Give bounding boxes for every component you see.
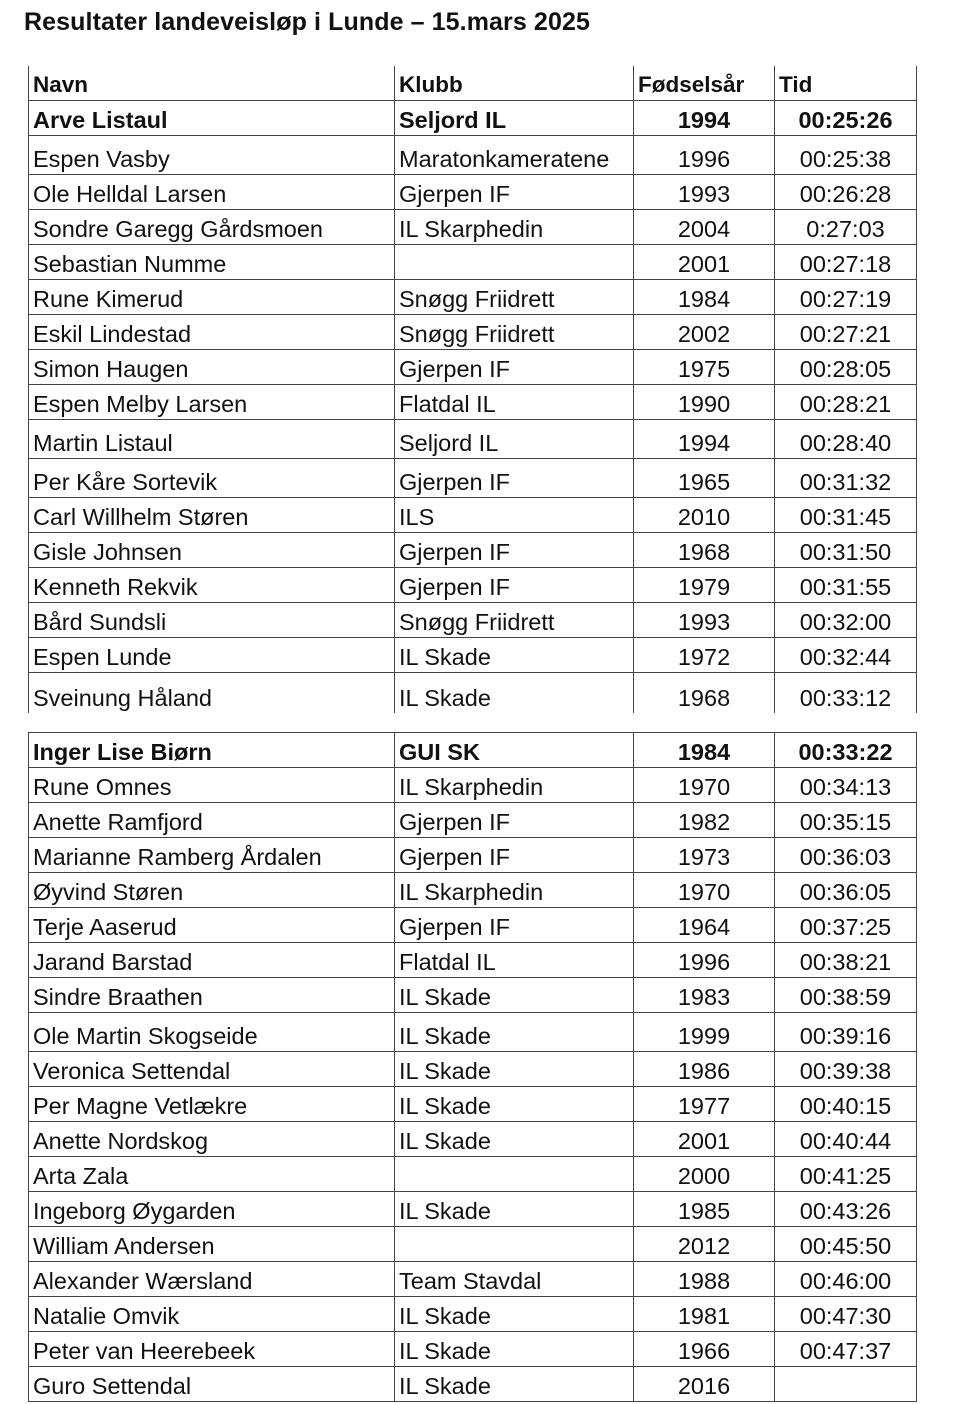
table-row bbox=[29, 568, 917, 603]
cell-year: 1986 bbox=[634, 1052, 775, 1087]
cell-club: Maratonkameratene bbox=[395, 136, 634, 175]
cell-year: 1993 bbox=[634, 603, 775, 638]
table-row bbox=[29, 136, 917, 175]
cell-year: 2002 bbox=[634, 315, 775, 350]
cell-year: 1968 bbox=[634, 673, 775, 714]
table-row bbox=[29, 1013, 917, 1052]
cell-year: 1966 bbox=[634, 1332, 775, 1367]
cell-time: 00:38:21 bbox=[775, 943, 917, 978]
cell-name: Marianne Ramberg Årdalen bbox=[29, 838, 395, 873]
cell-name: Eskil Lindestad bbox=[29, 315, 395, 350]
cell-name: Anette Nordskog bbox=[29, 1122, 395, 1157]
table-row bbox=[29, 638, 917, 673]
page-title: Resultater landeveisløp i Lunde – 15.mars 2025 bbox=[24, 8, 590, 36]
cell-time: 00:43:26 bbox=[775, 1192, 917, 1227]
cell-club: IL Skade bbox=[395, 1052, 634, 1087]
cell-time: 00:46:00 bbox=[775, 1262, 917, 1297]
cell-year: 1996 bbox=[634, 943, 775, 978]
cell-year: 1981 bbox=[634, 1297, 775, 1332]
cell-year: 1964 bbox=[634, 908, 775, 943]
cell-year: 1982 bbox=[634, 803, 775, 838]
results-table-men bbox=[28, 66, 917, 713]
cell-year: 2001 bbox=[634, 245, 775, 280]
cell-name: Espen Lunde bbox=[29, 638, 395, 673]
cell-name: Inger Lise Biørn bbox=[29, 733, 395, 768]
cell-club bbox=[395, 245, 634, 280]
cell-year: 1994 bbox=[634, 420, 775, 459]
cell-name: Peter van Heerebeek bbox=[29, 1332, 395, 1367]
table-row bbox=[29, 733, 917, 768]
cell-year: 2004 bbox=[634, 210, 775, 245]
cell-name: Bård Sundsli bbox=[29, 603, 395, 638]
cell-club: ILS bbox=[395, 498, 634, 533]
cell-year: 1983 bbox=[634, 978, 775, 1013]
cell-name: Espen Vasby bbox=[29, 136, 395, 175]
cell-time: 00:39:16 bbox=[775, 1013, 917, 1052]
cell-time: 00:39:38 bbox=[775, 1052, 917, 1087]
table-row bbox=[29, 459, 917, 498]
table-row bbox=[29, 1192, 917, 1227]
cell-name: Kenneth Rekvik bbox=[29, 568, 395, 603]
table-row bbox=[29, 101, 917, 136]
cell-year: 1977 bbox=[634, 1087, 775, 1122]
cell-time: 00:45:50 bbox=[775, 1227, 917, 1262]
cell-time: 00:40:44 bbox=[775, 1122, 917, 1157]
cell-club: Seljord IL bbox=[395, 420, 634, 459]
cell-club: Gjerpen IF bbox=[395, 568, 634, 603]
cell-club: Snøgg Friidrett bbox=[395, 280, 634, 315]
table-row bbox=[29, 1157, 917, 1192]
cell-name: Jarand Barstad bbox=[29, 943, 395, 978]
cell-name: Alexander Wærsland bbox=[29, 1262, 395, 1297]
cell-year: 1994 bbox=[634, 101, 775, 136]
table-row bbox=[29, 280, 917, 315]
table-row bbox=[29, 838, 917, 873]
cell-club: Flatdal IL bbox=[395, 943, 634, 978]
cell-name: Gisle Johnsen bbox=[29, 533, 395, 568]
cell-club: IL Skade bbox=[395, 1122, 634, 1157]
cell-year: 2001 bbox=[634, 1122, 775, 1157]
cell-name: Arta Zala bbox=[29, 1157, 395, 1192]
cell-name: Carl Willhelm Støren bbox=[29, 498, 395, 533]
cell-name: Rune Omnes bbox=[29, 768, 395, 803]
cell-club: IL Skarphedin bbox=[395, 210, 634, 245]
column-header-club: Klubb bbox=[395, 66, 634, 101]
cell-name: Terje Aaserud bbox=[29, 908, 395, 943]
cell-name: Sebastian Numme bbox=[29, 245, 395, 280]
cell-year: 2010 bbox=[634, 498, 775, 533]
table-row bbox=[29, 420, 917, 459]
table-row bbox=[29, 315, 917, 350]
cell-time: 00:41:25 bbox=[775, 1157, 917, 1192]
cell-time: 00:28:05 bbox=[775, 350, 917, 385]
table-row bbox=[29, 943, 917, 978]
cell-name: Martin Listaul bbox=[29, 420, 395, 459]
table-row bbox=[29, 873, 917, 908]
cell-year: 1985 bbox=[634, 1192, 775, 1227]
cell-time: 00:35:15 bbox=[775, 803, 917, 838]
column-header-year: Fødselsår bbox=[634, 66, 775, 101]
cell-club: IL Skarphedin bbox=[395, 873, 634, 908]
table-row bbox=[29, 385, 917, 420]
cell-time: 00:34:13 bbox=[775, 768, 917, 803]
table-row bbox=[29, 1122, 917, 1157]
cell-name: Espen Melby Larsen bbox=[29, 385, 395, 420]
table-row bbox=[29, 1262, 917, 1297]
cell-time: 00:28:40 bbox=[775, 420, 917, 459]
cell-club: Gjerpen IF bbox=[395, 908, 634, 943]
cell-time: 00:25:38 bbox=[775, 136, 917, 175]
cell-time: 0:27:03 bbox=[775, 210, 917, 245]
cell-time: 00:33:12 bbox=[775, 673, 917, 714]
cell-time: 00:33:22 bbox=[775, 733, 917, 768]
cell-name: Ole Martin Skogseide bbox=[29, 1013, 395, 1052]
table-row bbox=[29, 1227, 917, 1262]
table-row bbox=[29, 768, 917, 803]
cell-time: 00:37:25 bbox=[775, 908, 917, 943]
cell-club: IL Skade bbox=[395, 1332, 634, 1367]
table-row bbox=[29, 533, 917, 568]
table-row bbox=[29, 350, 917, 385]
cell-name: Veronica Settendal bbox=[29, 1052, 395, 1087]
cell-club: Gjerpen IF bbox=[395, 350, 634, 385]
cell-club: IL Skade bbox=[395, 1367, 634, 1402]
cell-time: 00:47:30 bbox=[775, 1297, 917, 1332]
cell-name: Simon Haugen bbox=[29, 350, 395, 385]
cell-name: Per Kåre Sortevik bbox=[29, 459, 395, 498]
cell-club: IL Skade bbox=[395, 1297, 634, 1332]
cell-year: 1965 bbox=[634, 459, 775, 498]
cell-name: Ingeborg Øygarden bbox=[29, 1192, 395, 1227]
cell-year: 2000 bbox=[634, 1157, 775, 1192]
table-row bbox=[29, 603, 917, 638]
cell-club: IL Skade bbox=[395, 1013, 634, 1052]
cell-club: IL Skade bbox=[395, 673, 634, 714]
cell-year: 1970 bbox=[634, 768, 775, 803]
cell-name: Natalie Omvik bbox=[29, 1297, 395, 1332]
cell-year: 2016 bbox=[634, 1367, 775, 1402]
cell-year: 1990 bbox=[634, 385, 775, 420]
cell-club: Snøgg Friidrett bbox=[395, 603, 634, 638]
cell-year: 1984 bbox=[634, 280, 775, 315]
cell-name: Ole Helldal Larsen bbox=[29, 175, 395, 210]
cell-year: 1996 bbox=[634, 136, 775, 175]
cell-name: Anette Ramfjord bbox=[29, 803, 395, 838]
cell-time: 00:47:37 bbox=[775, 1332, 917, 1367]
cell-time: 00:32:44 bbox=[775, 638, 917, 673]
cell-time: 00:25:26 bbox=[775, 101, 917, 136]
table-row bbox=[29, 175, 917, 210]
cell-club bbox=[395, 1157, 634, 1192]
cell-name: Sondre Garegg Gårdsmoen bbox=[29, 210, 395, 245]
cell-time: 00:31:55 bbox=[775, 568, 917, 603]
cell-club: IL Skade bbox=[395, 1087, 634, 1122]
cell-club: Flatdal IL bbox=[395, 385, 634, 420]
cell-club: IL Skade bbox=[395, 638, 634, 673]
cell-name: Rune Kimerud bbox=[29, 280, 395, 315]
cell-club bbox=[395, 1227, 634, 1262]
table-row bbox=[29, 210, 917, 245]
table-row bbox=[29, 1297, 917, 1332]
cell-year: 1968 bbox=[634, 533, 775, 568]
column-header-name: Navn bbox=[29, 66, 395, 101]
table-row bbox=[29, 1087, 917, 1122]
cell-time: 00:27:19 bbox=[775, 280, 917, 315]
cell-time: 00:36:03 bbox=[775, 838, 917, 873]
table-row bbox=[29, 1332, 917, 1367]
cell-time: 00:31:32 bbox=[775, 459, 917, 498]
cell-time: 00:40:15 bbox=[775, 1087, 917, 1122]
cell-year: 1970 bbox=[634, 873, 775, 908]
cell-name: Guro Settendal bbox=[29, 1367, 395, 1402]
cell-club: Gjerpen IF bbox=[395, 459, 634, 498]
cell-club: Gjerpen IF bbox=[395, 803, 634, 838]
table-row bbox=[29, 803, 917, 838]
cell-time: 00:28:21 bbox=[775, 385, 917, 420]
cell-name: Per Magne Vetlækre bbox=[29, 1087, 395, 1122]
cell-time: 00:32:00 bbox=[775, 603, 917, 638]
cell-year: 1993 bbox=[634, 175, 775, 210]
cell-year: 1973 bbox=[634, 838, 775, 873]
table-row bbox=[29, 498, 917, 533]
cell-year: 1999 bbox=[634, 1013, 775, 1052]
cell-time: 00:36:05 bbox=[775, 873, 917, 908]
cell-time bbox=[775, 1367, 917, 1402]
table-row bbox=[29, 673, 917, 714]
table-row bbox=[29, 978, 917, 1013]
table-row bbox=[29, 245, 917, 280]
cell-club: IL Skade bbox=[395, 978, 634, 1013]
cell-name: Arve Listaul bbox=[29, 101, 395, 136]
cell-year: 1988 bbox=[634, 1262, 775, 1297]
cell-name: Sveinung Håland bbox=[29, 673, 395, 714]
cell-time: 00:27:21 bbox=[775, 315, 917, 350]
cell-club: Gjerpen IF bbox=[395, 175, 634, 210]
cell-club: Seljord IL bbox=[395, 101, 634, 136]
cell-club: IL Skarphedin bbox=[395, 768, 634, 803]
cell-club: Gjerpen IF bbox=[395, 838, 634, 873]
cell-year: 1984 bbox=[634, 733, 775, 768]
cell-club: Team Stavdal bbox=[395, 1262, 634, 1297]
cell-name: Øyvind Støren bbox=[29, 873, 395, 908]
column-header-time: Tid bbox=[775, 66, 917, 101]
cell-name: Sindre Braathen bbox=[29, 978, 395, 1013]
cell-club: Snøgg Friidrett bbox=[395, 315, 634, 350]
table-header-row bbox=[29, 66, 917, 101]
cell-club: IL Skade bbox=[395, 1192, 634, 1227]
cell-time: 00:31:50 bbox=[775, 533, 917, 568]
cell-club: GUI SK bbox=[395, 733, 634, 768]
cell-time: 00:26:28 bbox=[775, 175, 917, 210]
table-row bbox=[29, 908, 917, 943]
cell-year: 1972 bbox=[634, 638, 775, 673]
cell-time: 00:38:59 bbox=[775, 978, 917, 1013]
cell-time: 00:27:18 bbox=[775, 245, 917, 280]
cell-year: 1975 bbox=[634, 350, 775, 385]
cell-year: 1979 bbox=[634, 568, 775, 603]
cell-time: 00:31:45 bbox=[775, 498, 917, 533]
table-row bbox=[29, 1052, 917, 1087]
cell-club: Gjerpen IF bbox=[395, 533, 634, 568]
cell-year: 2012 bbox=[634, 1227, 775, 1262]
cell-name: William Andersen bbox=[29, 1227, 395, 1262]
results-table-women bbox=[28, 732, 917, 1402]
table-row bbox=[29, 1367, 917, 1402]
